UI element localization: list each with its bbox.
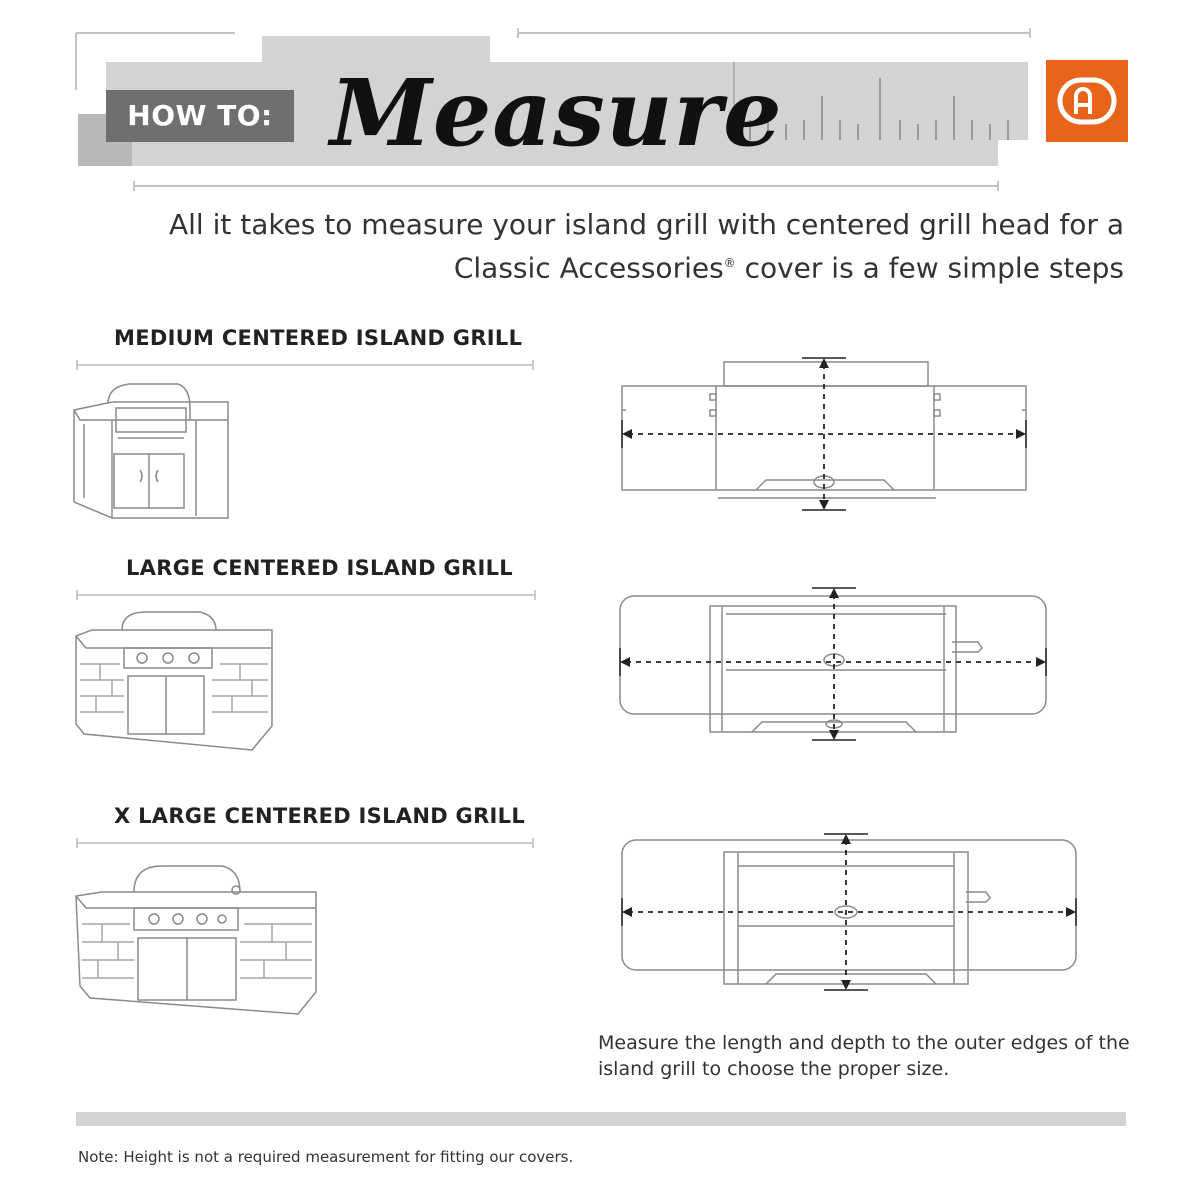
footer-note: Note: Height is not a required measurement for fitting our covers. (78, 1148, 574, 1166)
large-grill-illustration (72, 608, 282, 754)
section-title-large: LARGE CENTERED ISLAND GRILL (126, 556, 513, 580)
caption-line-1: Measure the length and depth to the outer edges of the (598, 1032, 1130, 1054)
caption-line-2: island grill to choose the proper size. (598, 1058, 950, 1080)
intro-line-2 (124, 244, 1124, 287)
intro-text (124, 206, 1124, 287)
page-title: Measure (330, 59, 783, 167)
medium-grill-illustration (70, 378, 240, 526)
howto-badge: HOW TO: (106, 90, 294, 142)
brand-logo[interactable] (1046, 60, 1128, 142)
intro-line-1: All it takes to measure your island grill with centered grill head for a (168, 208, 1124, 241)
section-rule-large (76, 594, 536, 596)
xlarge-grill-illustration (72, 860, 324, 1016)
registered-mark: ® (723, 256, 736, 270)
medium-top-view-diagram (606, 350, 1046, 516)
brand-logo-icon (1046, 60, 1128, 142)
section-rule-medium (76, 364, 534, 366)
intro-brand: Classic Accessories (453, 251, 724, 285)
large-top-view-diagram (606, 584, 1056, 744)
intro-line-2-suffix: cover is a few simple steps (735, 251, 1124, 285)
xlarge-top-view-diagram (606, 832, 1082, 996)
section-rule-xlarge (76, 842, 534, 844)
footer-divider (76, 1112, 1126, 1126)
section-title-medium: MEDIUM CENTERED ISLAND GRILL (114, 326, 523, 350)
measure-caption (598, 1030, 1138, 1082)
section-title-xlarge: X LARGE CENTERED ISLAND GRILL (114, 804, 526, 828)
